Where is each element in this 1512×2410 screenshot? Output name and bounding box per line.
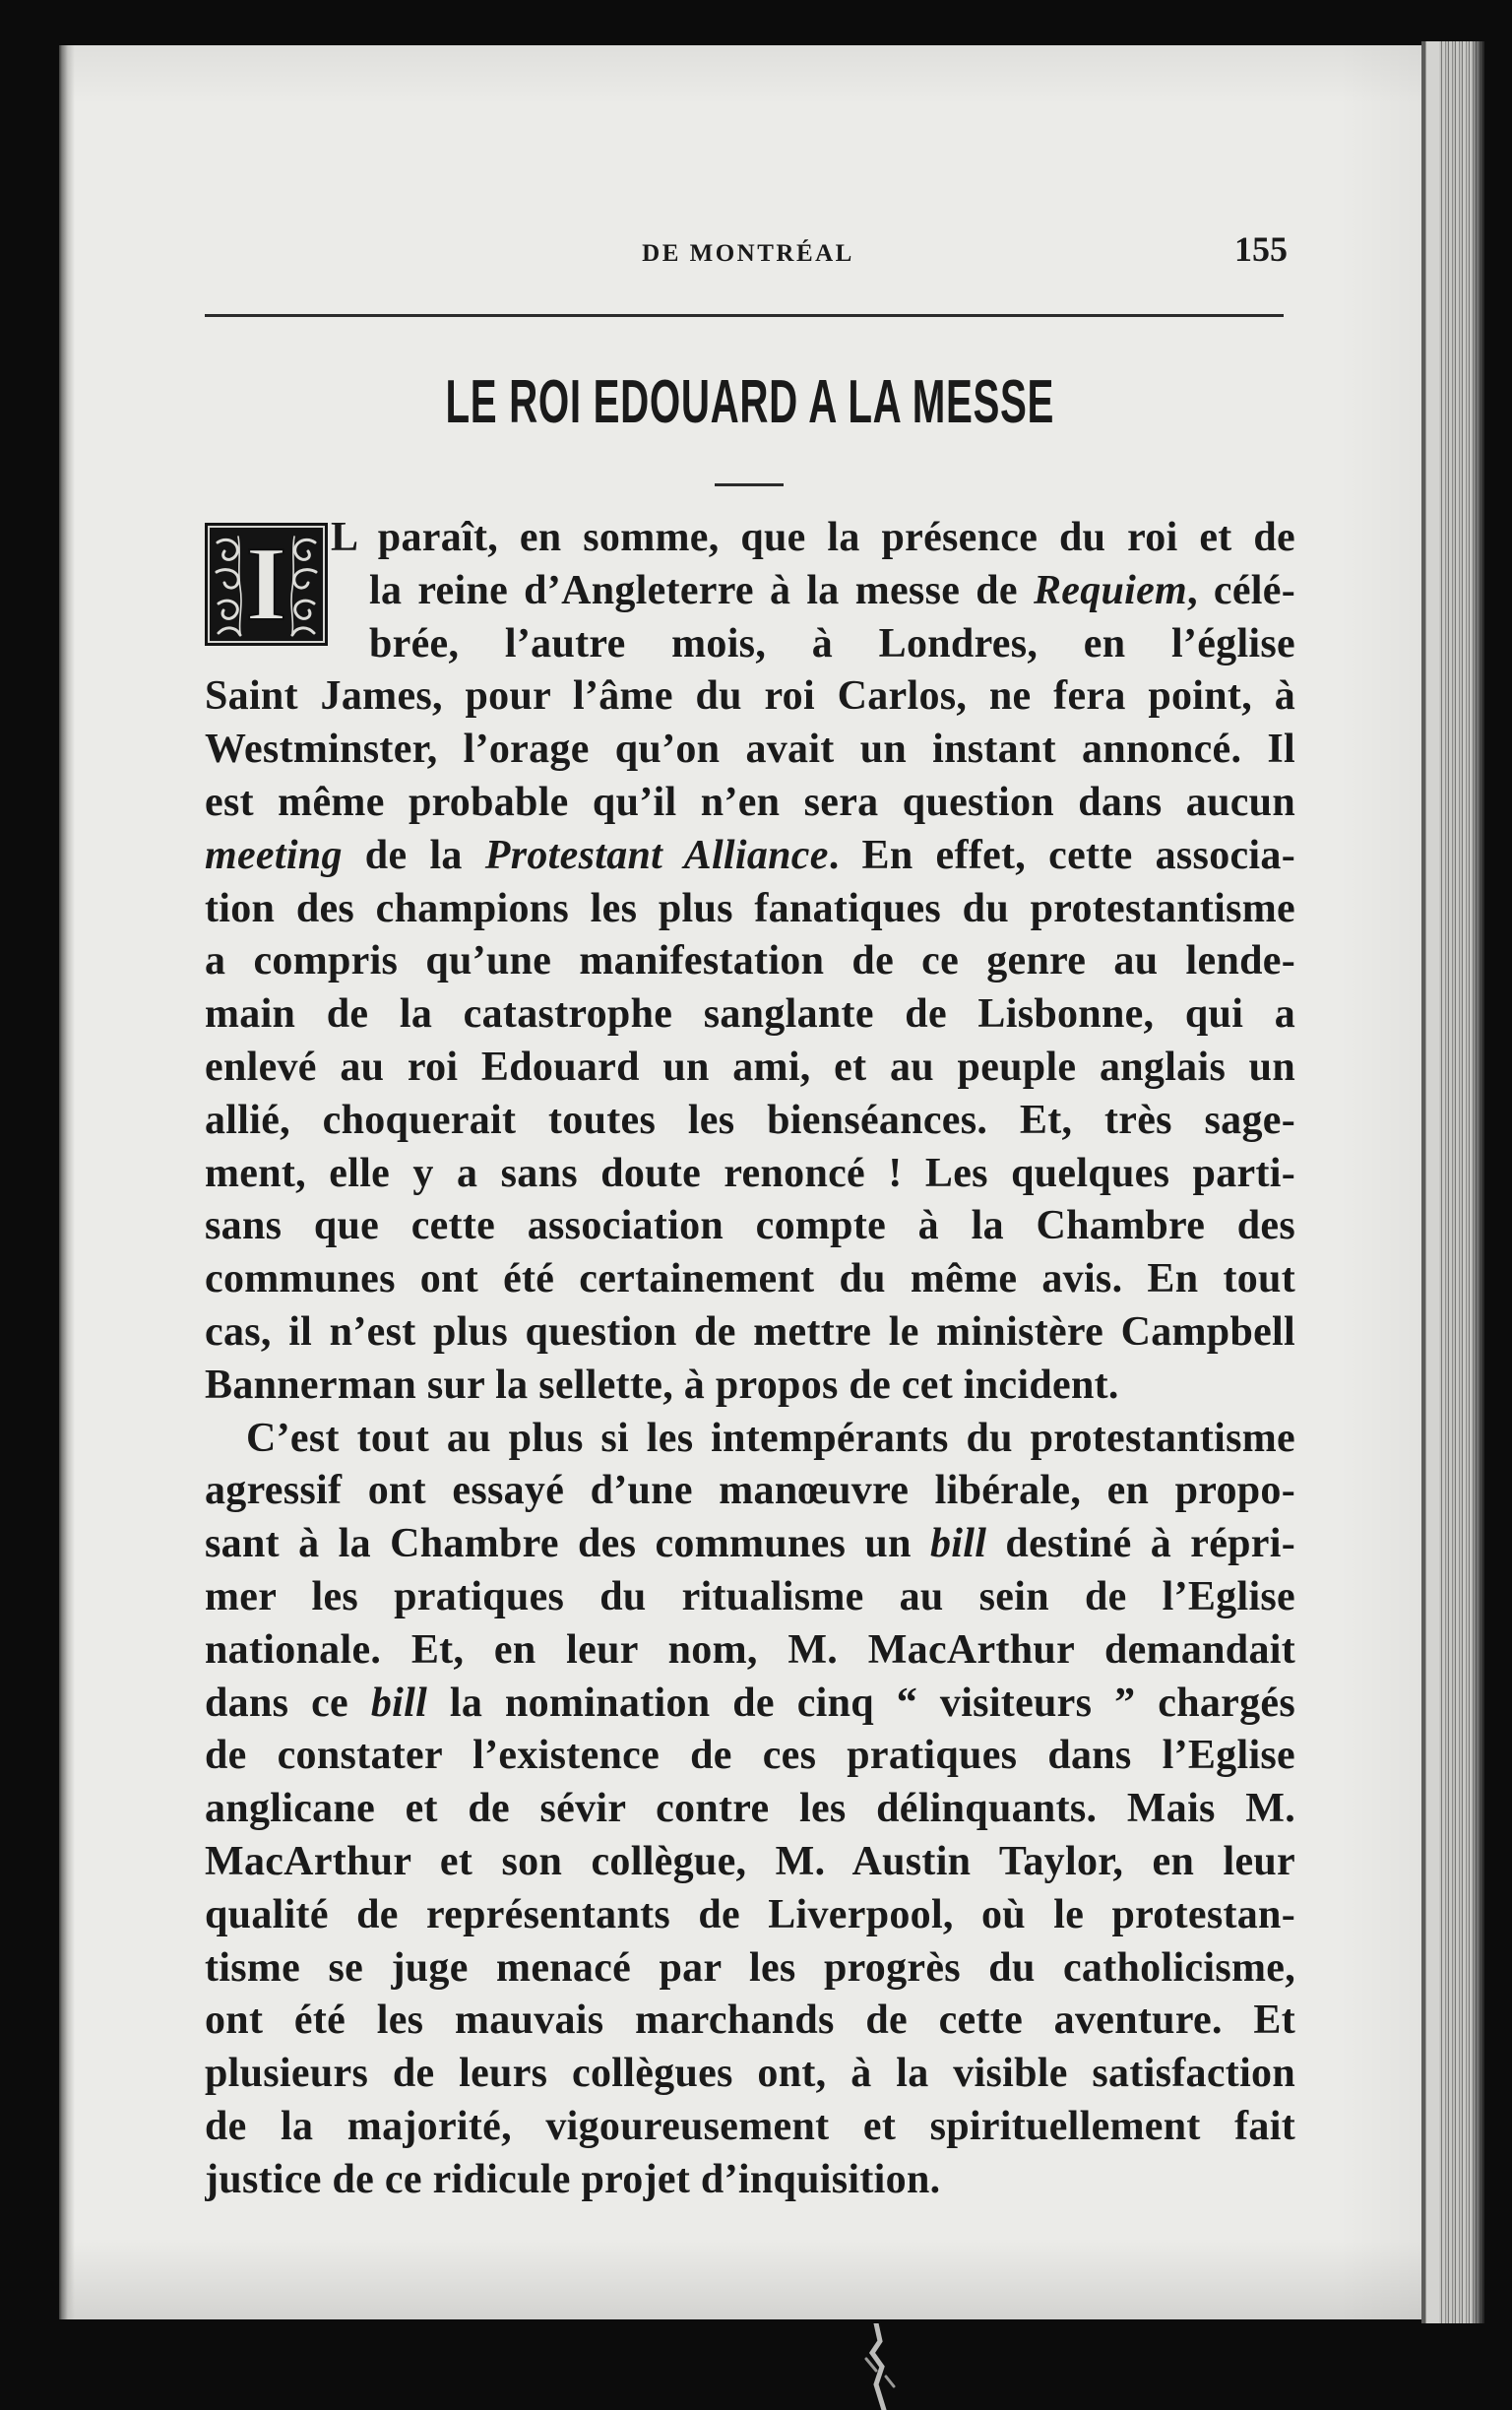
text-run: brée, l’autre mois, à Londres, en l’église	[369, 620, 1295, 666]
header-rule	[205, 314, 1284, 317]
paragraph	[205, 512, 1295, 1413]
text-run: destiné à répri-	[986, 1521, 1295, 1567]
text-run: sant à la Chambre des communes un	[205, 1521, 930, 1567]
text-run: C’est tout au plus si les intempérants du protestantisme	[246, 1415, 1295, 1461]
text-line	[205, 2154, 1295, 2207]
text-line	[205, 1571, 1295, 1624]
text-run: sans que cette association compte à la Chambre des	[205, 1203, 1295, 1249]
text-line	[205, 1942, 1295, 1996]
text-run: ment, elle y a sans doute renoncé ! Les quelques parti-	[205, 1150, 1295, 1196]
body-text	[205, 512, 1295, 2207]
text-line	[205, 1624, 1295, 1678]
text-line	[205, 1995, 1295, 2048]
text-run: anglicane et de sévir contre les délinquants. Mais M.	[205, 1786, 1295, 1832]
scan-scratch-mark	[847, 2323, 915, 2410]
text-run: Bannerman sur la sellette, à propos de cet incident.	[205, 1362, 1119, 1408]
title-block	[205, 368, 1295, 437]
text-run: la nomination de cinq “ visiteurs ” chargés	[427, 1680, 1295, 1726]
text-line	[205, 1200, 1295, 1253]
text-line	[205, 1042, 1295, 1095]
italic-text: bill	[370, 1680, 428, 1726]
text-run: de la majorité, vigoureusement et spirituellement fait	[205, 2103, 1295, 2149]
text-run: est même probable qu’il n’en sera question dans aucun	[205, 779, 1295, 825]
text-run: mer les pratiques du ritualisme au sein de l’Eglise	[205, 1573, 1295, 1619]
text-run: enlevé au roi Edouard un ami, et au peuple anglais un	[205, 1044, 1295, 1090]
text-line	[205, 1095, 1295, 1148]
page-edges-stack	[1421, 41, 1484, 2323]
text-line	[205, 724, 1295, 777]
text-run: allié, choquerait toutes les bienséances. Et, très sage-	[205, 1097, 1295, 1143]
text-line	[205, 777, 1295, 830]
text-line	[205, 988, 1295, 1042]
text-line	[369, 618, 1295, 671]
italic-text: bill	[929, 1521, 987, 1567]
text-run: agressif ont essayé d’une manœuvre libérale, en propo-	[205, 1468, 1295, 1514]
text-run: de constater l’existence de ces pratiques dans l’Eglise	[205, 1733, 1295, 1779]
text-line	[205, 1306, 1295, 1360]
text-line	[205, 2048, 1295, 2101]
paragraph	[205, 1413, 1295, 2207]
text-run: MacArthur et son collègue, M. Austin Taylor, en leur	[205, 1838, 1295, 1884]
text-run: qualité de représentants de Liverpool, où le protestan-	[205, 1891, 1295, 1937]
text-run: a compris qu’une manifestation de ce genre au lende-	[205, 938, 1295, 984]
text-line	[205, 1518, 1295, 1571]
running-head: DE MONTRÉAL	[642, 240, 854, 267]
text-run: de la	[342, 832, 485, 878]
text-run: tisme se juge menacé par les progrès du catholicisme,	[205, 1944, 1295, 1991]
text-run: , célé-	[1187, 567, 1295, 613]
text-run: L paraît, en somme, que la présence du roi et de	[331, 515, 1295, 560]
page-number: 155	[1234, 229, 1288, 269]
text-line	[205, 935, 1295, 988]
text-line	[205, 1836, 1295, 1889]
text-line	[205, 1889, 1295, 1942]
text-run: nationale. Et, en leur nom, M. MacArthur demandait	[205, 1626, 1295, 1673]
page-gutter-shadow	[59, 45, 75, 2319]
title-rule	[715, 483, 784, 486]
text-line	[205, 1783, 1295, 1836]
text-line	[205, 1413, 1295, 1466]
text-line	[205, 830, 1295, 883]
text-run: cas, il n’est plus question de mettre le ministère Campbell	[205, 1308, 1295, 1355]
drop-cap-letter: I	[245, 526, 287, 643]
text-line	[205, 1253, 1295, 1306]
italic-text: meeting	[205, 832, 343, 878]
text-line	[205, 1360, 1295, 1413]
text-run: Westminster, l’orage qu’on avait un instant annoncé. Il	[205, 727, 1295, 773]
text-line	[369, 565, 1295, 618]
text-line	[205, 1730, 1295, 1783]
text-line	[205, 2101, 1295, 2154]
text-line	[205, 883, 1295, 936]
text-line	[205, 1678, 1295, 1731]
italic-text: Protestant Alliance	[484, 832, 829, 878]
text-line	[331, 512, 1295, 565]
text-line	[205, 1148, 1295, 1201]
text-run: communes ont été certainement du même avis. En tout	[205, 1256, 1295, 1302]
text-run: dans ce	[205, 1680, 371, 1726]
text-run: Saint James, pour l’âme du roi Carlos, ne fera point, à	[205, 673, 1295, 720]
text-run: ont été les mauvais marchands de cette aventure. Et	[205, 1998, 1295, 2044]
article-title: LE ROI EDOUARD A LA MESSE	[445, 368, 1055, 436]
text-run: main de la catastrophe sanglante de Lisbonne, qui a	[205, 991, 1295, 1038]
text-line	[205, 1465, 1295, 1518]
text-run: tion des champions les plus fanatiques du protestantisme	[205, 885, 1295, 931]
text-run: . En effet, cette associa-	[828, 832, 1295, 878]
text-run: plusieurs de leurs collègues ont, à la visible satisfaction	[205, 2051, 1295, 2097]
text-line	[205, 670, 1295, 724]
text-run: la reine d’Angleterre à la messe de	[369, 567, 1034, 613]
italic-text: Requiem	[1033, 567, 1188, 613]
text-run: justice de ce ridicule projet d’inquisition.	[205, 2156, 941, 2202]
